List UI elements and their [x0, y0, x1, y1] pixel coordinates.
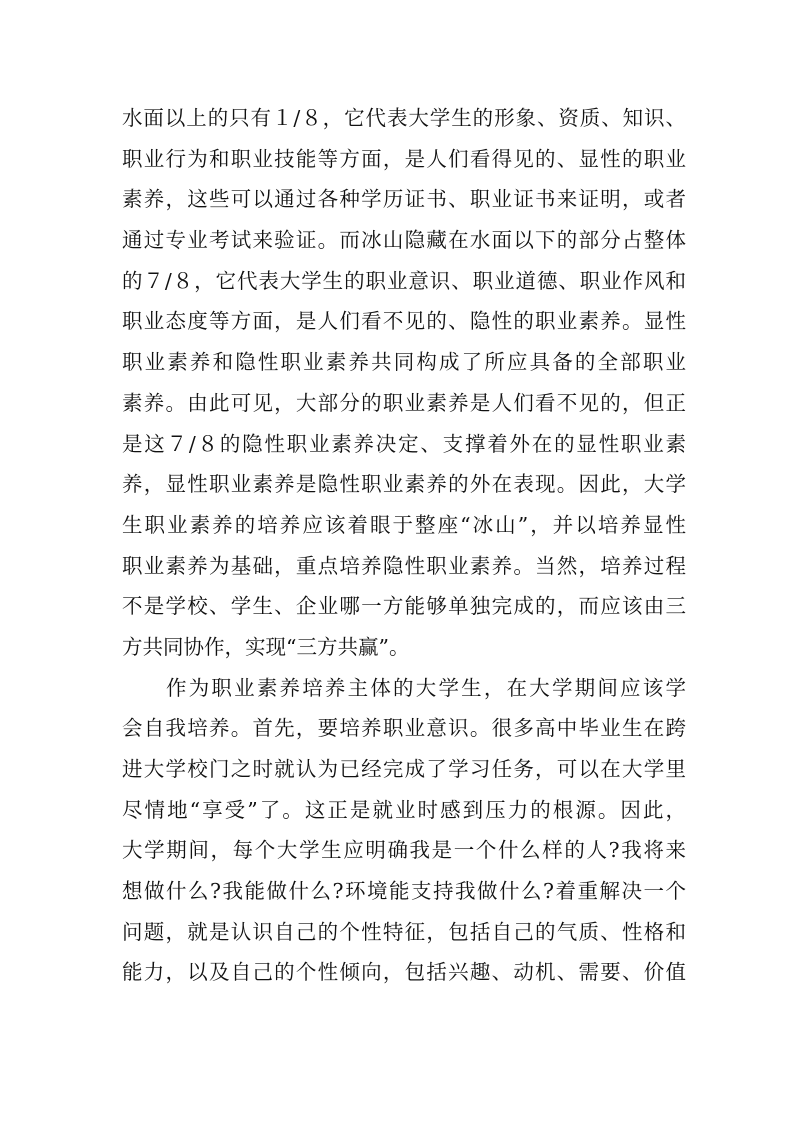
- text-line: 素养。由此可见，大部分的职业素养是人们看不见的，但正: [122, 390, 686, 415]
- text-line: 养，显性职业素养是隐性职业素养的外在表现。因此，大学: [122, 472, 686, 497]
- text-line: 不是学校、学生、企业哪一方能够单独完成的，而应该由三: [122, 594, 686, 619]
- text-line: 是这７/８的隐性职业素养决定、支撑着外在的显性职业素: [122, 431, 686, 456]
- text-line: 大学期间，每个大学生应明确我是一个什么样的人?我将来: [122, 838, 686, 863]
- text-line: 问题，就是认识自己的个性特征，包括自己的气质、性格和: [122, 919, 686, 944]
- paragraph-2: [122, 668, 686, 994]
- text-line: 的７/８，它代表大学生的职业意识、职业道德、职业作风和: [122, 268, 686, 293]
- text-line: 职业行为和职业技能等方面，是人们看得见的、显性的职业: [122, 146, 686, 171]
- text-line: 职业素养为基础，重点培养隐性职业素养。当然，培养过程: [122, 553, 686, 578]
- paragraph-1: [122, 98, 686, 668]
- text-line: 水面以上的只有１/８，它代表大学生的形象、资质、知识、: [122, 106, 686, 130]
- text-line: 作为职业素养培养主体的大学生，在大学期间应该学: [166, 675, 686, 700]
- text-line: 通过专业考试来验证。而冰山隐藏在水面以下的部分占整体: [122, 228, 686, 253]
- text-line: 想做什么?我能做什么?环境能支持我做什么?着重解决一个: [122, 879, 686, 904]
- text-line: 职业素养和隐性职业素养共同构成了所应具备的全部职业: [122, 350, 686, 375]
- document-body: [122, 98, 686, 993]
- text-line: 职业态度等方面，是人们看不见的、隐性的职业素养。显性: [122, 309, 686, 334]
- text-line: 生职业素养的培养应该着眼于整座“冰山”，并以培养显性: [122, 512, 686, 537]
- text-line: 尽情地“享受”了。这正是就业时感到压力的根源。因此，: [122, 797, 686, 822]
- text-line: 进大学校门之时就认为已经完成了学习任务，可以在大学里: [122, 757, 686, 781]
- text-line: 素养，这些可以通过各种学历证书、职业证书来证明，或者: [122, 187, 686, 212]
- text-line: 方共同协作，实现“三方共赢”。: [122, 634, 410, 659]
- text-line: 会自我培养。首先，要培养职业意识。很多高中毕业生在跨: [122, 716, 686, 741]
- text-line: 能力，以及自己的个性倾向，包括兴趣、动机、需要、价值: [122, 960, 686, 985]
